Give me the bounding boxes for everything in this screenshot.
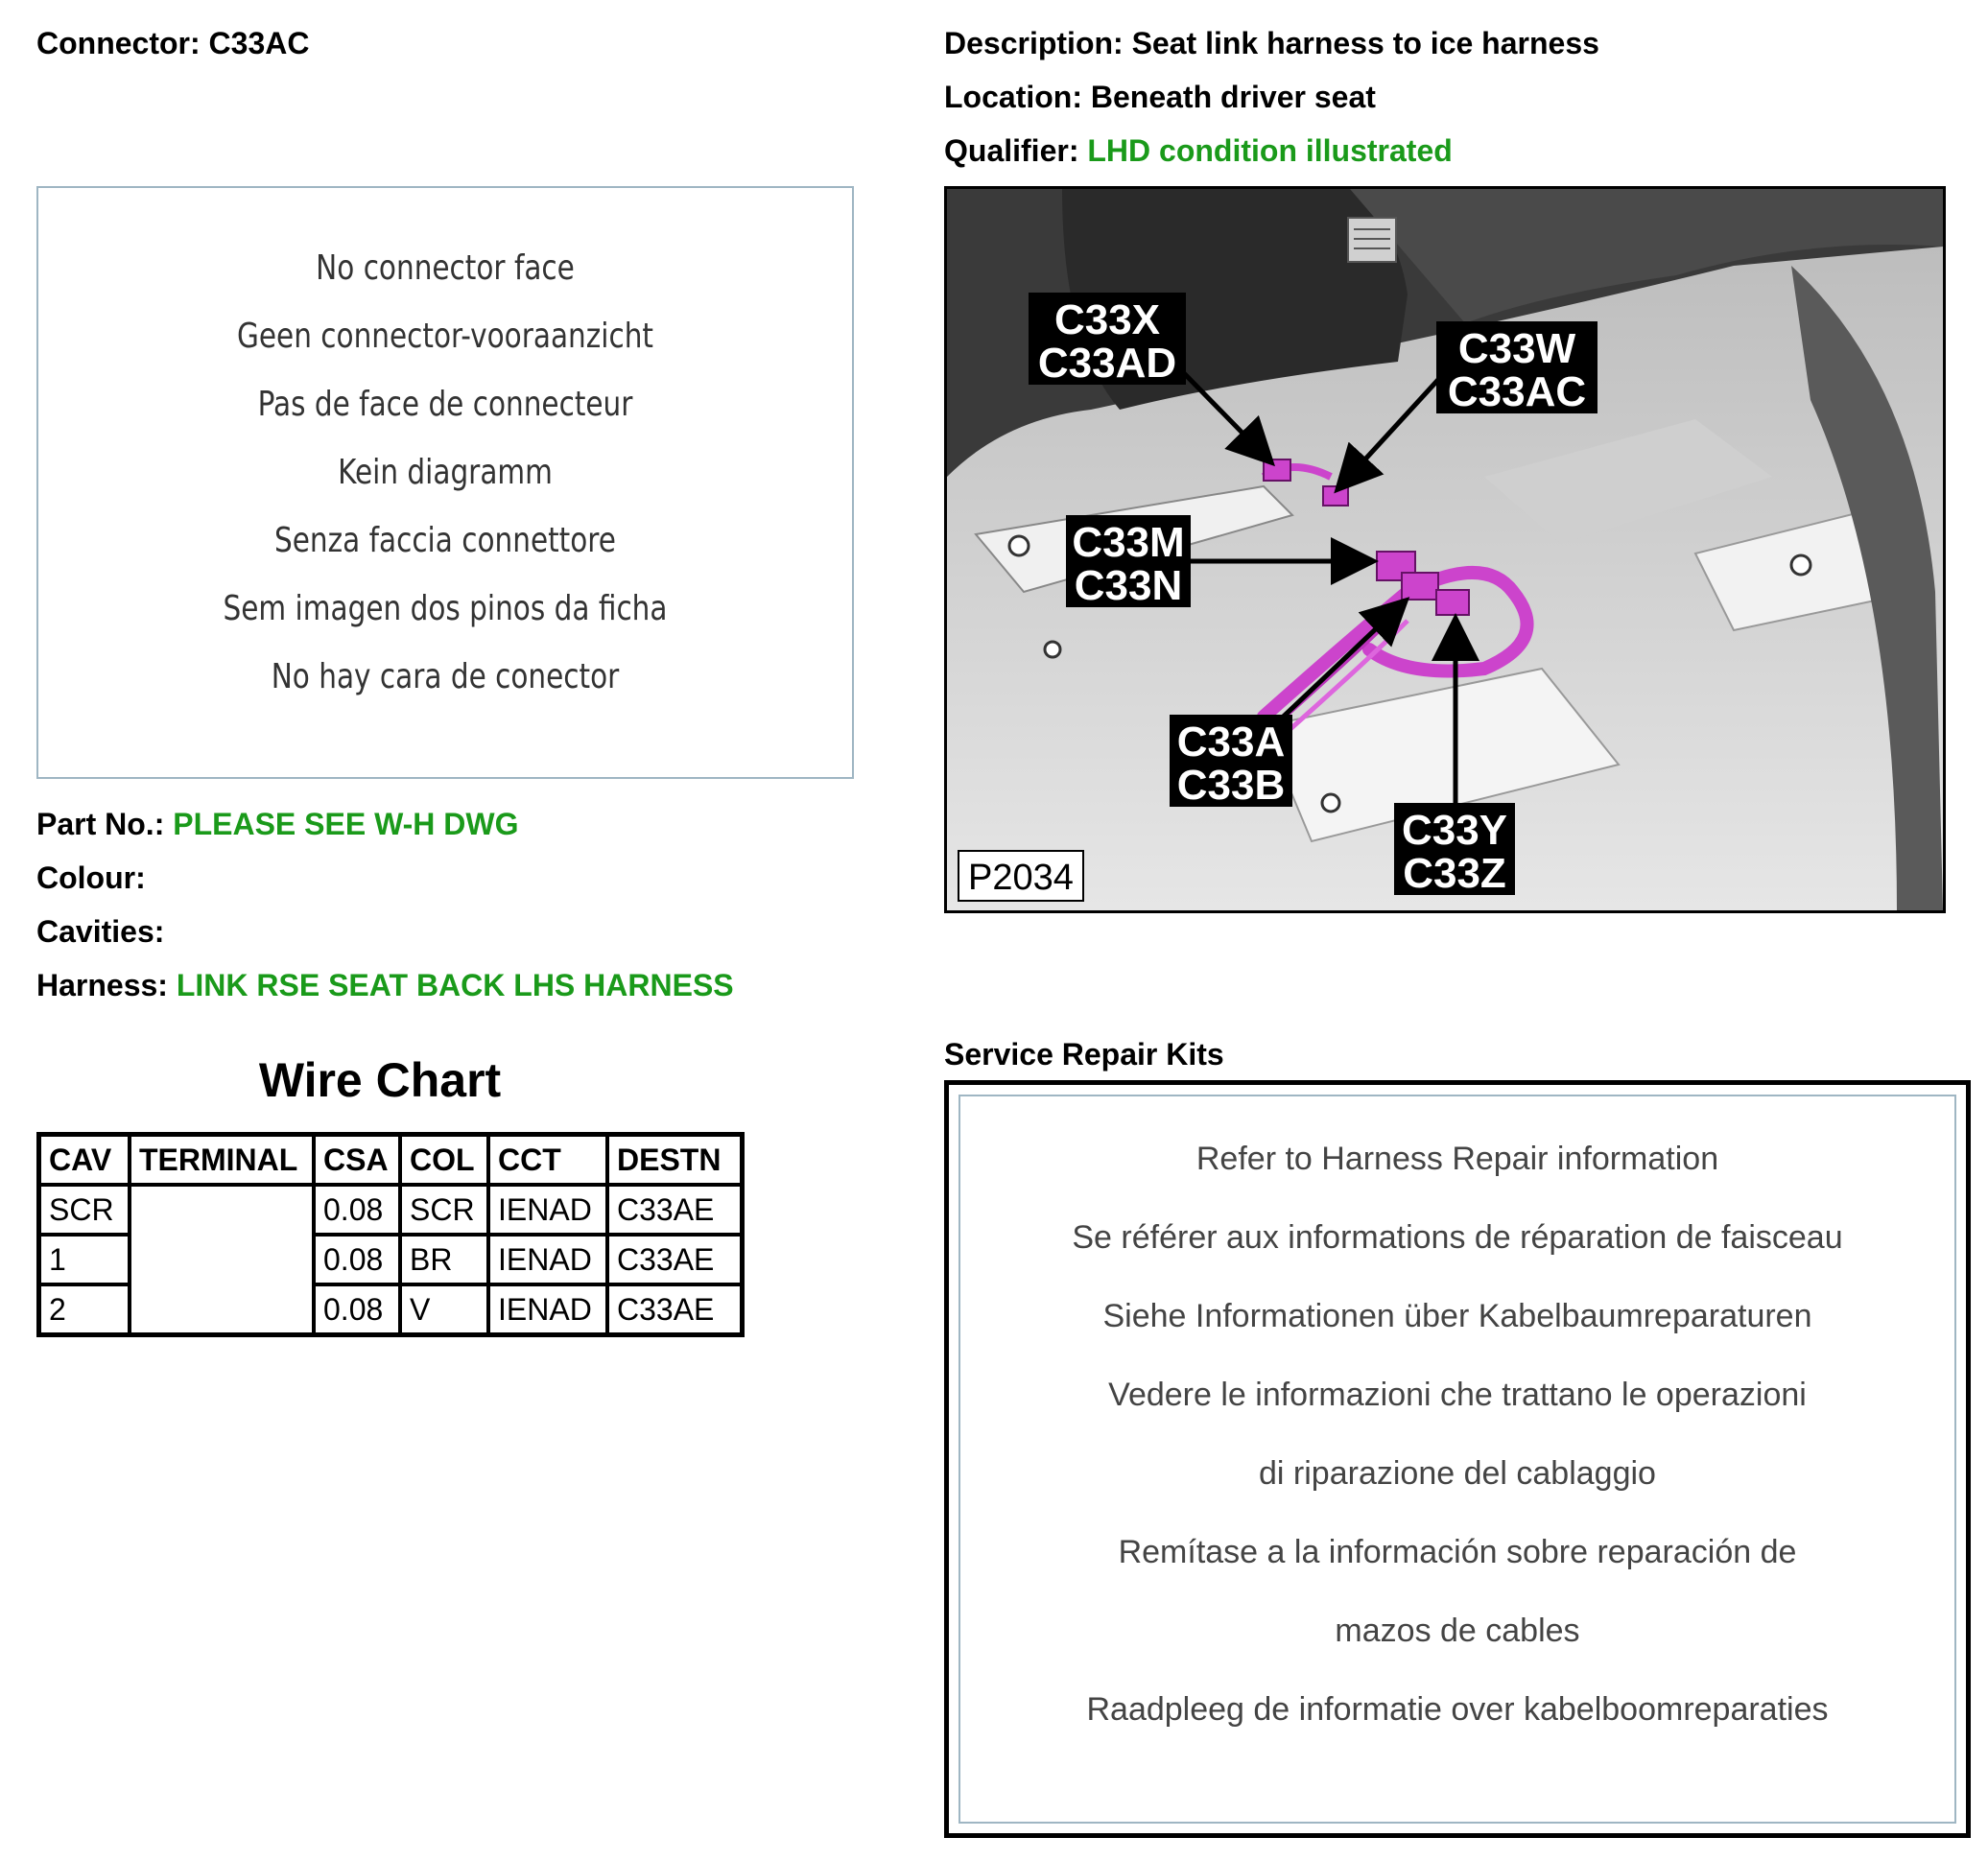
table-row (39, 1185, 743, 1235)
cell-csa: 0.08 (314, 1185, 400, 1235)
col-terminal: TERMINAL (130, 1135, 314, 1186)
cell-col: BR (400, 1235, 488, 1284)
harness-field (36, 967, 734, 1003)
bolt (1045, 642, 1060, 657)
qualifier-value: LHD condition illustrated (1087, 133, 1453, 168)
part-no-label: Part No.: (36, 807, 165, 841)
text-line: Remítase a la información sobre reparación de (1118, 1534, 1797, 1570)
callout-line2: C33N (1074, 562, 1183, 609)
text-line: Pas de face de connecteur (257, 385, 633, 424)
connector-label: Connector: (36, 26, 201, 60)
description-field (944, 25, 1599, 61)
connector-c33x (1264, 459, 1290, 481)
cell-cav: SCR (39, 1185, 130, 1235)
col-cav: CAV (39, 1135, 130, 1186)
figure-id-tag (958, 851, 1083, 901)
cavities-field (36, 913, 164, 950)
wire-chart-table (36, 1132, 745, 1337)
callout-line2: C33Z (1403, 850, 1506, 897)
text-line: Sem imagen dos pinos da ficha (223, 589, 668, 628)
callout-c33m-c33n (1066, 515, 1191, 609)
text-line: mazos de cables (1335, 1613, 1580, 1649)
bolt (1791, 555, 1810, 575)
cell-cct: IENAD (488, 1185, 607, 1235)
callout-line2: C33AC (1447, 368, 1587, 415)
qualifier-label: Qualifier: (944, 133, 1079, 168)
cell-cav: 2 (39, 1284, 130, 1335)
location-value: Beneath driver seat (1090, 80, 1376, 114)
service-repair-kits-inner (958, 1095, 1956, 1824)
description-value: Seat link harness to ice harness (1131, 26, 1599, 60)
colour-field (36, 860, 146, 896)
cell-csa: 0.08 (314, 1284, 400, 1335)
wire-chart-header-row (39, 1135, 743, 1186)
location-field (944, 79, 1376, 115)
cell-cav: 1 (39, 1235, 130, 1284)
harness-label: Harness: (36, 968, 168, 1002)
callout-line1: C33Y (1401, 807, 1508, 854)
callout-line1: C33X (1053, 296, 1161, 343)
seat-floor-illustration (947, 189, 1943, 910)
callout-c33y-c33z (1394, 803, 1515, 897)
callout-c33w-c33ac (1436, 321, 1598, 415)
harness-value: LINK RSE SEAT BACK LHS HARNESS (176, 968, 734, 1002)
description-label: Description: (944, 26, 1124, 60)
bolt (1322, 794, 1339, 812)
connector-c33ac (1323, 486, 1348, 506)
cell-cct: IENAD (488, 1235, 607, 1284)
part-no-field (36, 806, 519, 842)
text-line: No hay cara de conector (271, 657, 620, 696)
service-repair-kits-box (944, 1080, 1971, 1838)
figure-id: P2034 (968, 858, 1074, 898)
cell-cct: IENAD (488, 1284, 607, 1335)
text-line: di riparazione del cablaggio (1259, 1455, 1656, 1492)
qualifier-field (944, 132, 1453, 169)
text-line: Se référer aux informations de réparation de faisceau (1072, 1219, 1843, 1256)
text-line: Vedere le informazioni che trattano le operazioni (1108, 1377, 1807, 1413)
connector-c33y (1436, 590, 1469, 615)
callout-line1: C33M (1072, 519, 1185, 566)
callout-c33x-c33ad (1029, 293, 1186, 387)
text-line: Senza faccia connettore (274, 521, 616, 560)
cell-col: V (400, 1284, 488, 1335)
cell-destn: C33AE (607, 1185, 743, 1235)
no-connector-face-text (111, 234, 778, 711)
col-col: COL (400, 1135, 488, 1186)
text-line: No connector face (316, 248, 575, 288)
cavities-label: Cavities: (36, 914, 165, 949)
part-no-value: PLEASE SEE W-H DWG (173, 807, 519, 841)
text-line: Siehe Informationen über Kabelbaumreparaturen (1102, 1298, 1812, 1334)
cell-destn: C33AE (607, 1284, 743, 1335)
cell-terminal (130, 1185, 314, 1335)
callout-line1: C33W (1457, 325, 1576, 372)
no-connector-face-box (36, 186, 854, 779)
connector-c33a (1402, 573, 1438, 600)
cell-csa: 0.08 (314, 1235, 400, 1284)
col-destn: DESTN (607, 1135, 743, 1186)
location-illustration (944, 186, 1946, 913)
callout-line1: C33A (1176, 718, 1286, 766)
text-line: Geen connector-vooraanzicht (237, 317, 653, 356)
service-repair-kits-title: Service Repair Kits (944, 1037, 1224, 1072)
text-line: Refer to Harness Repair information (1195, 1141, 1719, 1177)
colour-label: Colour: (36, 860, 146, 895)
text-line: Kein diagramm (338, 453, 553, 492)
callout-line2: C33AD (1037, 340, 1177, 387)
cell-col: SCR (400, 1185, 488, 1235)
connector-field (36, 25, 309, 61)
cell-destn: C33AE (607, 1235, 743, 1284)
bolt (1009, 536, 1029, 555)
col-csa: CSA (314, 1135, 400, 1186)
location-label: Location: (944, 80, 1082, 114)
text-line: Raadpleeg de informatie over kabelboomreparaties (1086, 1691, 1829, 1728)
connector-value: C33AC (208, 26, 310, 60)
service-repair-kits-text (960, 1119, 1954, 1749)
wire-chart-title: Wire Chart (258, 1053, 502, 1107)
callout-c33a-c33b (1170, 715, 1292, 809)
col-cct: CCT (488, 1135, 607, 1186)
callout-line2: C33B (1176, 762, 1286, 809)
